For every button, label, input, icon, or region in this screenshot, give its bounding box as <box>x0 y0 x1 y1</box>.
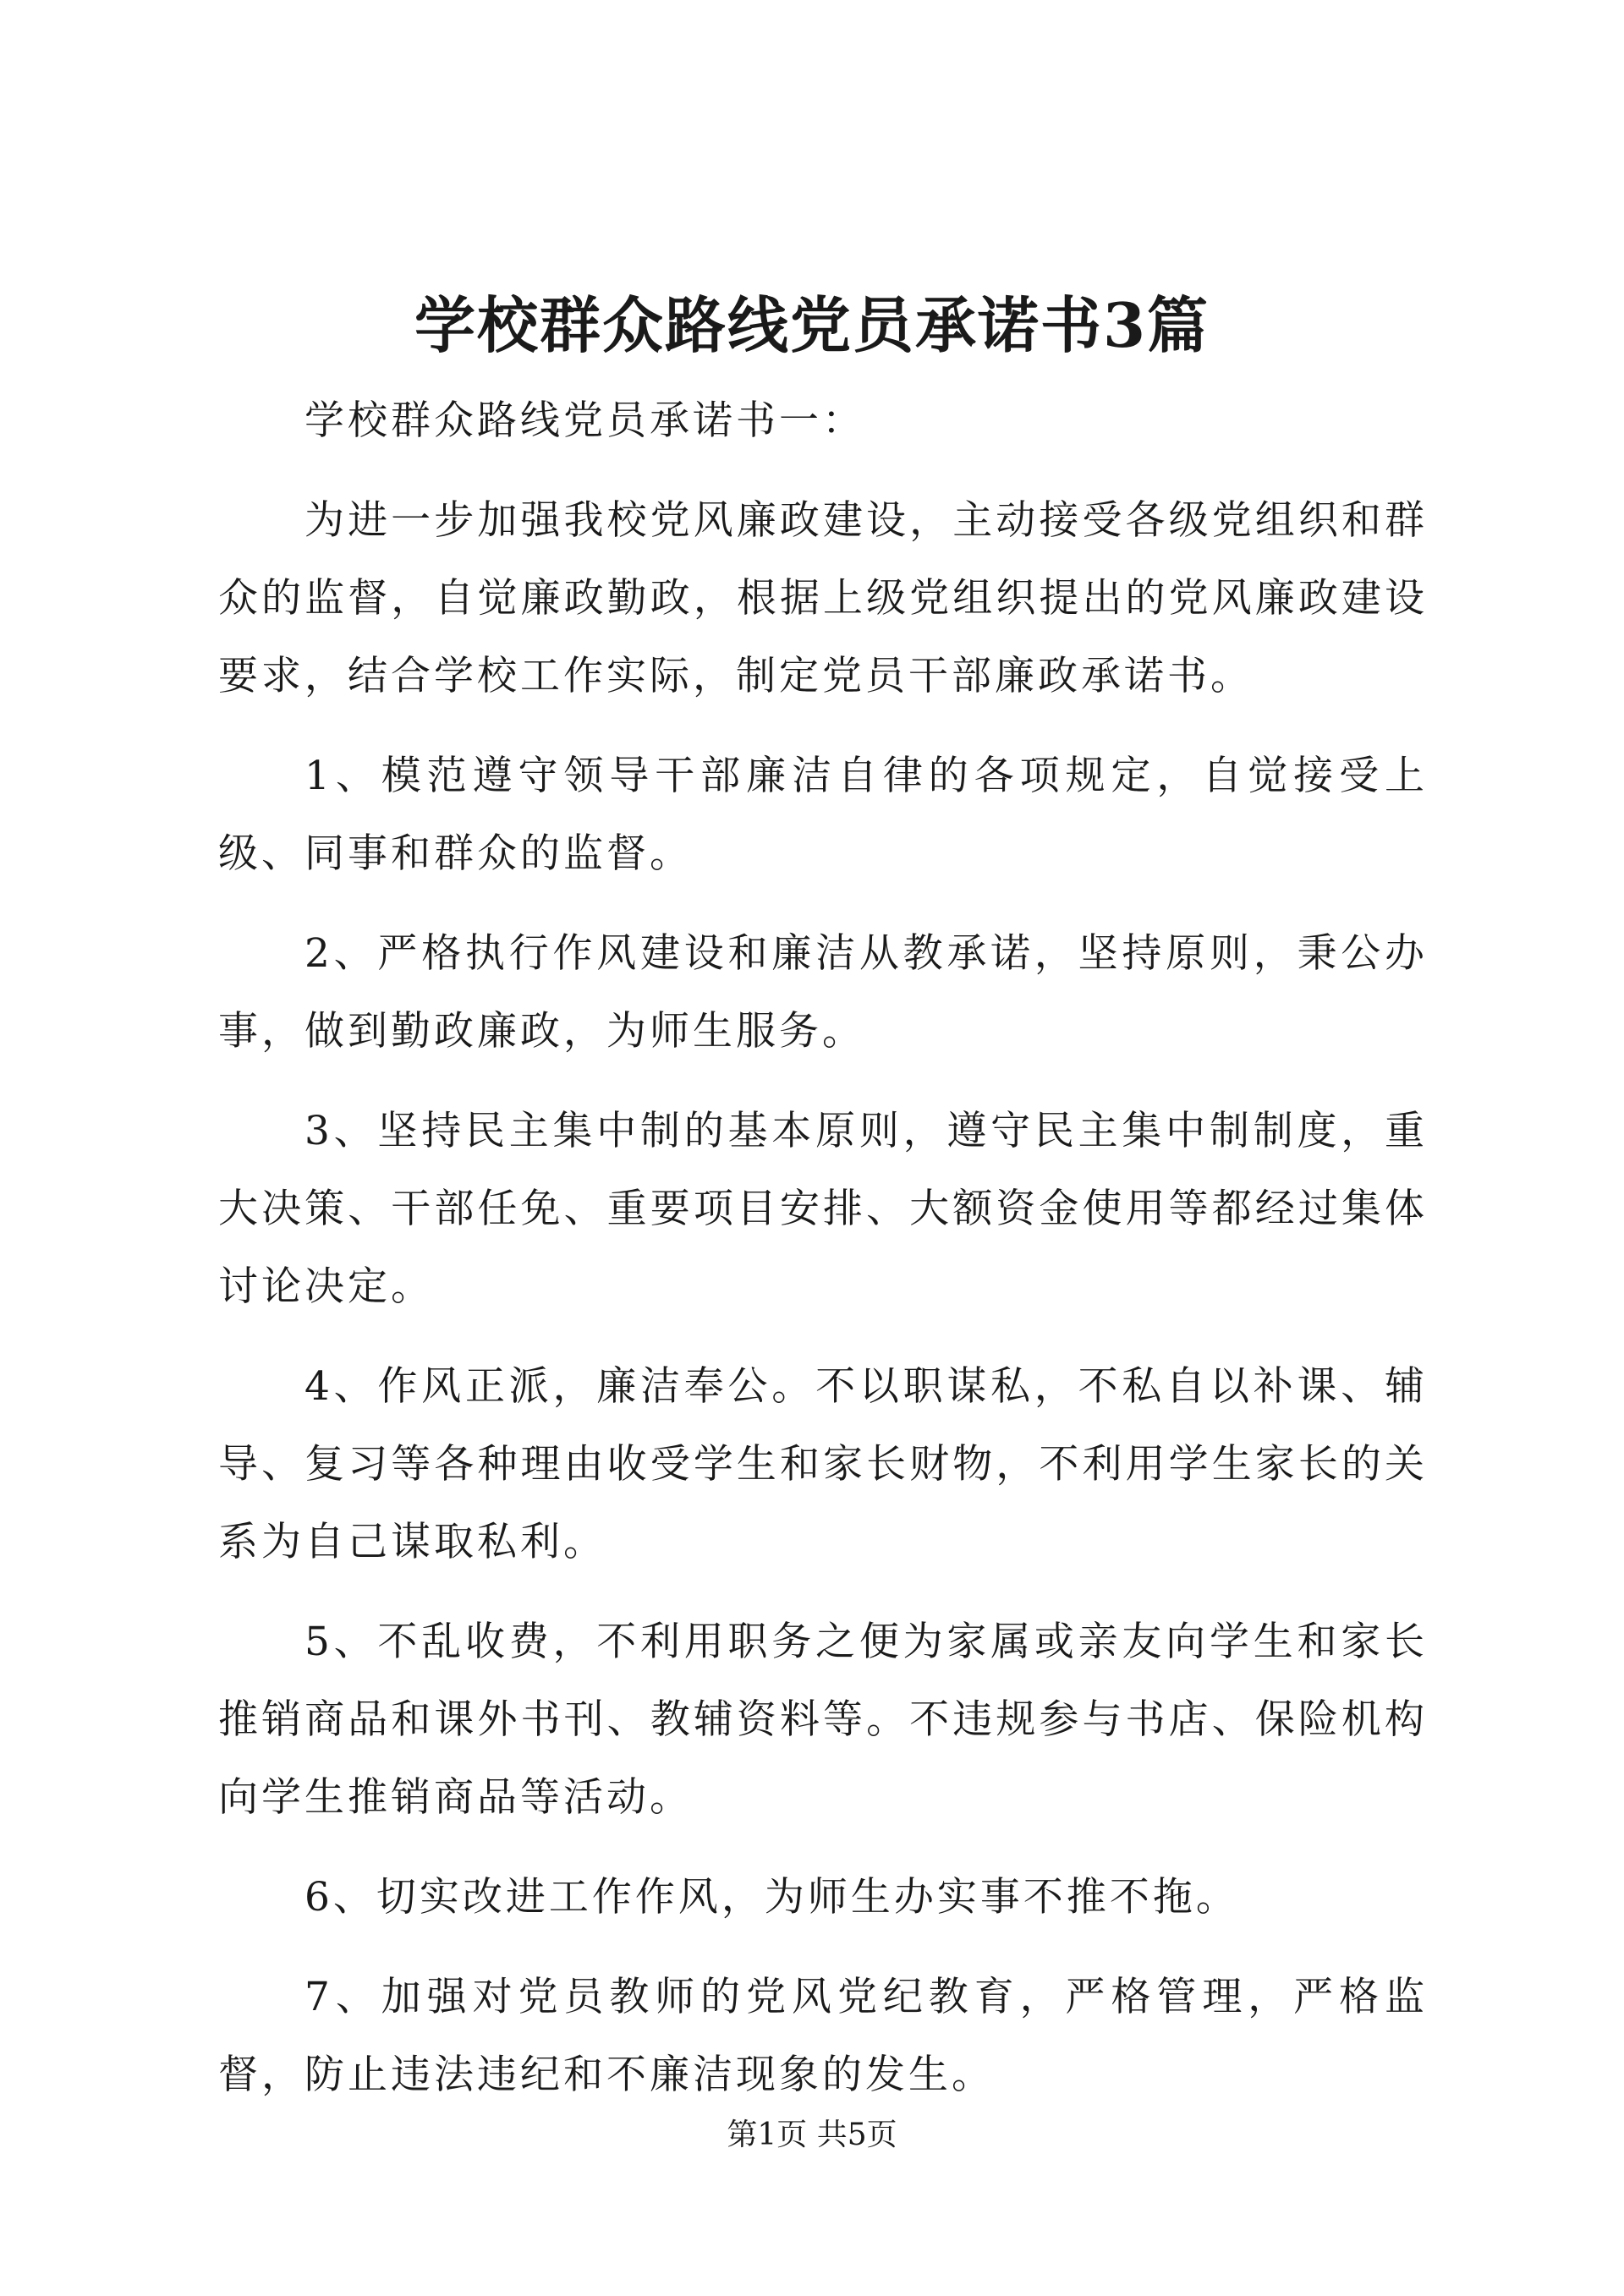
document-title: 学校群众路线党员承诺书3篇 <box>414 289 1210 361</box>
page-number-footer: 第1页 共5页 <box>727 2118 897 2152</box>
paragraph-item-5: 5、不乱收费，不利用职务之便为家属或亲友向学生和家长推销商品和课外书刊、教辅资料等。不违规参与书店、保险机构向学生推销商品等活动。 <box>218 1619 1428 1821</box>
paragraph-item-2: 2、严格执行作风建设和廉洁从教承诺，坚持原则，秉公办事，做到勤政廉政，为师生服务。 <box>218 930 1428 1055</box>
paragraph-intro-heading: 学校群众路线党员承诺书一： <box>304 397 865 444</box>
paragraph-item-6: 6、切实改进工作作风，为师生办实事不推不拖。 <box>304 1874 1239 1921</box>
paragraph-item-4: 4、作风正派，廉洁奉公。不以职谋私，不私自以补课、辅导、复习等各种理由收受学生和家长财物，不利用学生家长的关系为自己谋取私利。 <box>218 1363 1428 1565</box>
paragraph-preamble: 为进一步加强我校党风廉政建设，主动接受各级党组织和群众的监督，自觉廉政勤政，根据上级党组织提出的党风廉政建设要求，结合学校工作实际，制定党员干部廉政承诺书。 <box>218 497 1428 699</box>
document-body <box>218 382 1428 2136</box>
paragraph-item-3: 3、坚持民主集中制的基本原则，遵守民主集中制制度，重大决策、干部任免、重要项目安排、大额资金使用等都经过集体讨论决定。 <box>218 1108 1428 1310</box>
paragraph-item-7: 7、加强对党员教师的党风党纪教育，严格管理，严格监督，防止违法违纪和不廉洁现象的发生。 <box>218 1974 1428 2098</box>
paragraph-item-1: 1、模范遵守领导干部廉洁自律的各项规定，自觉接受上级、同事和群众的监督。 <box>218 753 1428 877</box>
